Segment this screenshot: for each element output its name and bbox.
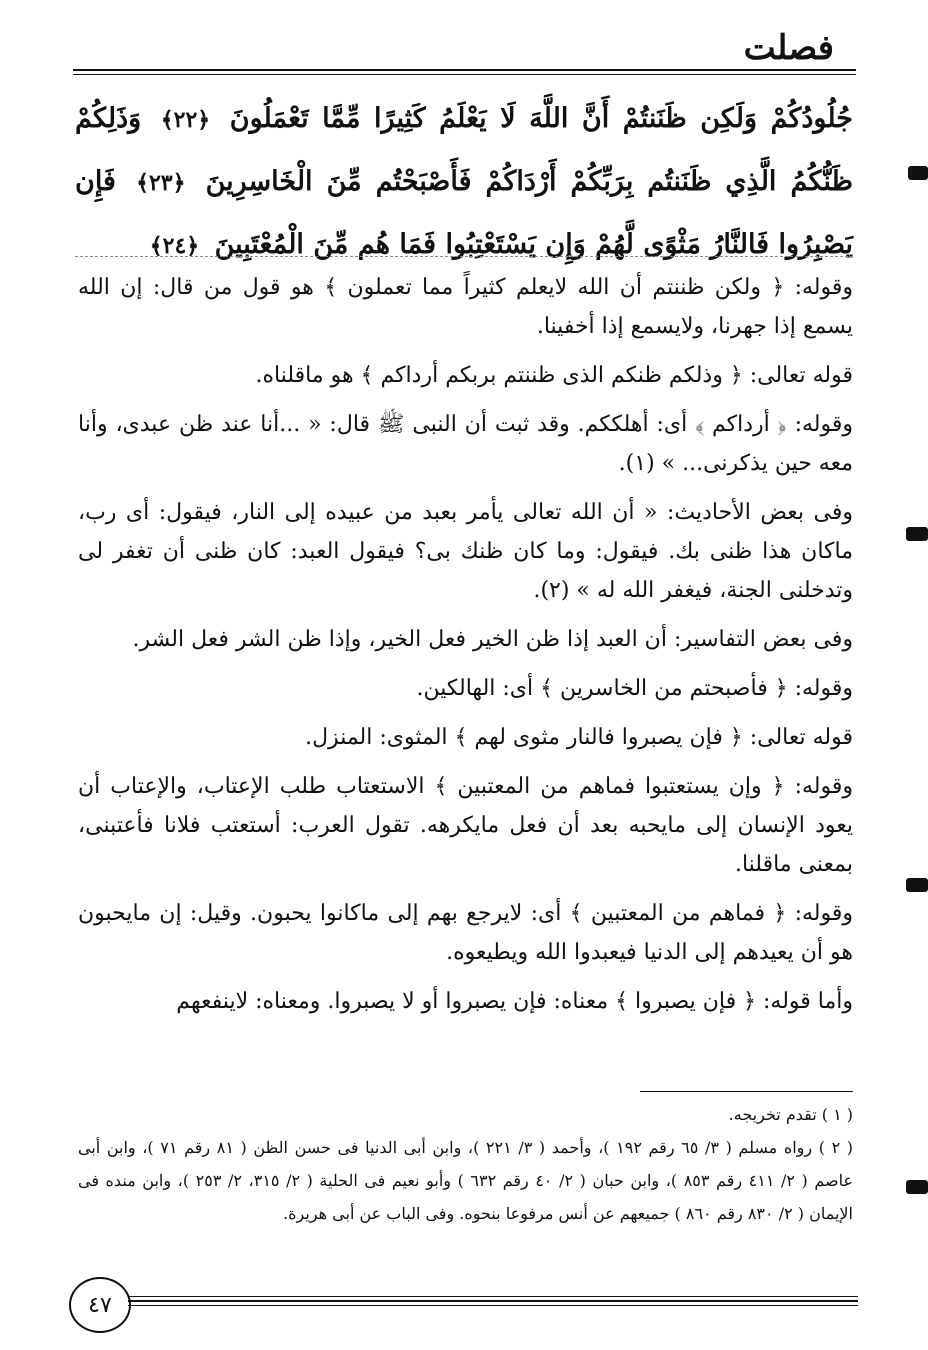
ayah-marker: ﴿٢٢﴾ <box>160 107 211 133</box>
commentary-paragraph: وقوله: ﴿ أرداكم ﴾ أى: أهلككم. وقد ثبت أن النبى ﷺ قال: « ...أنا عند ظن عبدى، وأنا معه حين يذكرنى... » (١). <box>78 412 853 476</box>
scan-edge-mark <box>906 1180 928 1194</box>
commentary-paragraph: وقوله: ﴿ فماهم من المعتبين ﴾ أى: لايرجع بهم إلى ماكانوا يحبون. وقيل: إن مايحبون هو أن يعيدهم إلى الدنيا فيعبدوا الله ويطيعوه. <box>78 901 853 965</box>
footnote-rule <box>640 1091 853 1092</box>
commentary-paragraph: وقوله: ﴿ فأصبحتم من الخاسرين ﴾ أى: الهالكين. <box>416 676 853 701</box>
verse-text: جُلُودُكُمْ وَلَكِن ظَنَنتُمْ أَنَّ اللَّهَ لَا يَعْلَمُ كَثِيرًا مِّمَّا تَعْمَلُونَ <box>229 103 853 134</box>
ayah-marker: ﴿٢٣﴾ <box>136 170 186 196</box>
surah-title: فصلت <box>743 28 834 68</box>
footer-rule <box>128 1296 858 1297</box>
verse-text: وَذَلِكُمْ ظَنُّكُمُ الَّذِي ظَنَنتُم بِرَبِّكُمْ أَرْدَاكُمْ فَأَصْبَحْتُم مِّنَ الْخَاسِرِينَ <box>75 103 854 197</box>
ayah-marker: ﴿٢٤﴾ <box>149 233 200 259</box>
commentary-paragraph: قوله تعالى: ﴿ وذلكم ظنكم الذى ظننتم بربكم أرداكم ﴾ هو ماقلناه. <box>255 363 853 388</box>
scan-edge-mark <box>906 878 928 892</box>
footnote: ( ٢ ) رواه مسلم ( ٣/ ٦٥ رقم ١٩٢ )، وأحمد ( ٣/ ٢٢١ )، وابن أبى الدنيا فى حسن الظن ( ٨١ رقم ٧١ )، وابن أبى عاصم ( ٢/ ٤١١ رقم ٨٥٣ )، وابن حبان ( ٢/ ٤٠ رقم ٦٣٢ ) وأبو نعيم فى الحلية ( ٢/ ٣١٥، ٢/ ٢٥٣ )، وابن منده فى الإيمان ( ٢/ ٨٣٠ رقم ٨٦٠ ) جميعهم عن أنس مرفوعا بنحوه. وفى الباب عن أبى هريرة. <box>78 1138 854 1223</box>
commentary-paragraph: وأما قوله: ﴿ فإن يصبروا ﴾ معناه: فإن يصبروا أو لا يصبروا. ومعناه: لاينفعهم <box>176 989 853 1014</box>
verse-text: فَإِن يَصْبِرُوا فَالنَّارُ مَثْوًى لَّهُمْ وَإِن يَسْتَعْتِبُوا فَمَا هُم مِّنَ الْمُعْتَبِينَ <box>75 166 853 260</box>
header-rule-thin <box>73 74 856 75</box>
commentary-paragraph: وقوله: ﴿ ولكن ظننتم أن الله لايعلم كثيراً مما تعملون ﴾ هو قول من قال: إن الله يسمع إذا جهرنا، ولايسمع إذا أخفينا. <box>78 275 853 339</box>
footnotes <box>78 1098 853 1230</box>
commentary-body <box>78 268 853 1021</box>
footnote: ( ١ ) تقدم تخريجه. <box>728 1105 853 1124</box>
scan-edge-mark <box>908 166 928 180</box>
quran-verses <box>75 88 853 277</box>
footer-rule <box>128 1305 858 1306</box>
verse-separator <box>75 256 853 257</box>
commentary-paragraph: وفى بعض التفاسير: أن العبد إذا ظن الخير فعل الخير، وإذا ظن الشر فعل الشر. <box>132 627 853 652</box>
header-rule <box>73 69 856 71</box>
footer-rule <box>128 1300 858 1302</box>
commentary-paragraph: وفى بعض الأحاديث: « أن الله تعالى يأمر بعبد من عبيده إلى النار، فيقول: أى رب، ماكان هذا ظنى بك. فيقول: وما كان ظنك بى؟ فيقول العبد: كان ظنى أن تغفر لى وتدخلنى الجنة، فيغفر الله له » (٢). <box>78 500 853 603</box>
commentary-paragraph: وقوله: ﴿ وإن يستعتبوا فماهم من المعتبين ﴾ الاستعتاب طلب الإعتاب، والإعتاب أن يعود الإنسان إلى مايحبه بعد أن فعل مايكرهه. تقول العرب: أستعتب فلانا فأعتبنى، بمعنى ماقلنا. <box>78 774 853 877</box>
commentary-paragraph: قوله تعالى: ﴿ فإن يصبروا فالنار مثوى لهم ﴾ المثوى: المنزل. <box>305 725 853 750</box>
page-number: ٤٧ <box>69 1277 131 1333</box>
scan-edge-mark <box>906 527 928 541</box>
